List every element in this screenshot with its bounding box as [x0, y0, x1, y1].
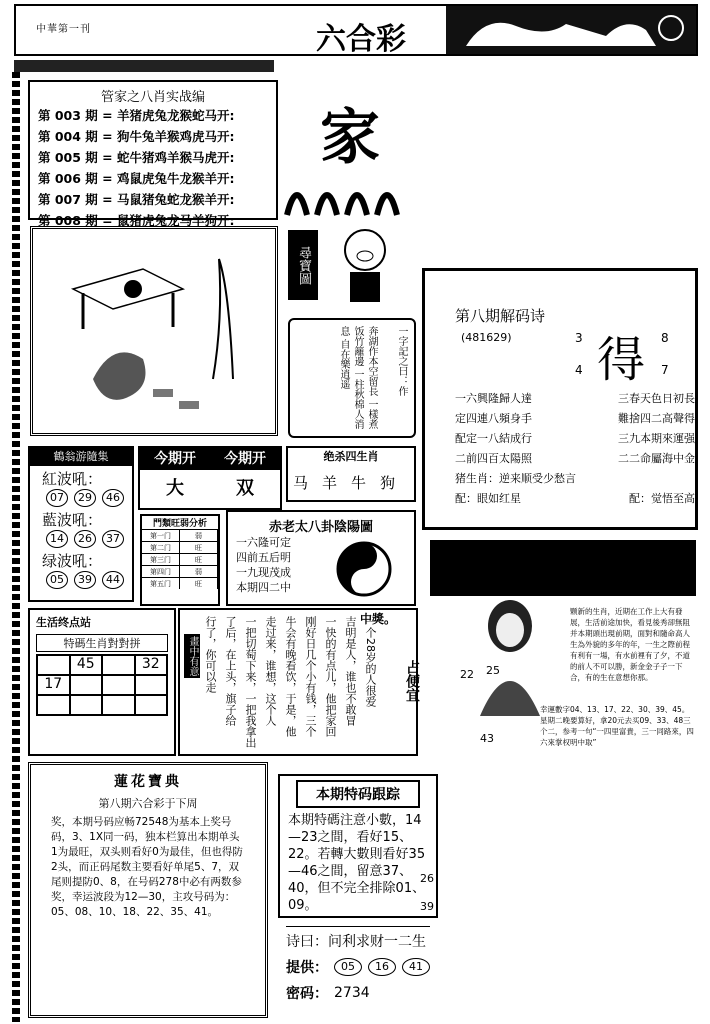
kill-four-zodiac-panel	[286, 446, 416, 502]
green-number: 39	[74, 571, 96, 589]
poem-title: 第八期解码诗	[455, 307, 546, 325]
door-analysis-table	[140, 514, 220, 606]
dial-number: 33	[338, 569, 350, 579]
history-row: 第 005 期 = 蛇牛猪鸡羊猴马虎开:	[38, 150, 235, 165]
life-sub: 特碼生肖對對拼	[36, 634, 168, 652]
history-title: 管家之八肖实战编	[100, 90, 205, 105]
poem-match-line: 配：眼如红星 配：觉悟至高	[455, 492, 695, 505]
grid-cell: 17	[37, 675, 70, 695]
bottom-panel	[278, 922, 438, 1018]
provide-number: 05	[334, 958, 362, 976]
story-column: 一把切萄下来，一把我拿出	[244, 616, 257, 748]
provide-number: 16	[368, 958, 396, 976]
grid-cell	[70, 675, 103, 695]
corner-number: 7	[661, 363, 669, 377]
picture-meaning-panel	[178, 608, 418, 756]
color-wave-head: 鶴翁游隨集	[30, 448, 132, 466]
bagua-line: 本期四二中	[236, 581, 291, 594]
scroll-title: 一字記之曰：作	[396, 326, 407, 396]
header	[14, 4, 698, 56]
bottom-poem: 诗曰：问利求财一二生	[286, 926, 430, 951]
dial-number: 40	[374, 569, 386, 579]
today-big: 大	[166, 478, 184, 499]
red-number: 46	[102, 489, 124, 507]
corner-number: 8	[661, 331, 669, 345]
story-column: 行了，你可以走	[204, 616, 217, 693]
code-label: 密码：	[286, 986, 328, 1002]
grid-cell	[37, 655, 70, 675]
tracking-number: 39	[420, 900, 434, 913]
grid-cell	[135, 695, 168, 715]
poem-line: 配定一八結成行 三九本期來運强	[455, 432, 695, 445]
green-number: 05	[46, 571, 68, 589]
big-title-char: 家	[320, 103, 380, 173]
decode-poem-panel	[422, 268, 698, 530]
grid-cell: 32	[135, 655, 168, 675]
lotus-treasure-panel	[28, 762, 268, 1018]
grid-cell	[102, 695, 135, 715]
treasure-map-label: 尋寶圖	[288, 230, 318, 300]
picture-meaning-tag: 畫中有意	[184, 634, 200, 678]
life-grid	[36, 654, 168, 716]
lucky-numbers: 幸運數字04、13、17、22、30、39、45。	[540, 705, 690, 714]
model-number: 25	[486, 664, 500, 677]
history-row: 第 007 期 = 马鼠猪兔蛇龙猴羊开:	[38, 192, 235, 207]
tracking-number: 26	[420, 872, 434, 885]
model-number: 43	[480, 732, 494, 745]
poem-line: 一六興隆歸人達 三春天色日初長	[455, 392, 695, 405]
decorative-leaf-row	[282, 170, 422, 220]
table-row: 第三门 旺	[142, 553, 218, 565]
story-column: 刚好日几个小有钱，三个	[304, 616, 317, 737]
table-row: 第一门 弱	[142, 529, 218, 541]
today-head: 今期开	[154, 451, 196, 467]
puzzle-drawing	[30, 226, 278, 436]
special-tracking-panel	[278, 774, 438, 918]
provide-number: 41	[402, 958, 430, 976]
code-value: 2734	[334, 985, 370, 1001]
poem-line: 定四連八頻身手 難捨四二高聲得	[455, 412, 695, 425]
today-head: 今期开	[224, 451, 266, 467]
tracking-body: 本期特碼注意小數，14—23之間，看好15、22。若轉大數則看好35—46之間，留意37、40，但不完全排除01、09。	[288, 813, 426, 913]
history-row: 第 004 期 = 狗牛兔羊猴鸡虎马开:	[38, 129, 235, 144]
header-decoration-image	[446, 6, 696, 54]
bagua-line: 一九现茂成	[236, 566, 291, 579]
yin-yang-icon	[324, 536, 404, 602]
red-number: 07	[46, 489, 68, 507]
header-left-text: 中華第一刊	[36, 24, 91, 35]
monkey-table-illustration	[33, 229, 275, 433]
grid-cell	[37, 695, 70, 715]
life-station-panel	[28, 608, 176, 756]
bagua-line: 四前五后明	[236, 551, 291, 564]
today-even: 双	[236, 478, 254, 499]
story-column: 吉明是人，谁也不敢冒	[344, 616, 357, 726]
story-column: 牛会有晚看饮，于是，他	[284, 616, 297, 737]
today-open-panel	[138, 446, 282, 510]
story-column: 走过来，谁想，这个人	[264, 616, 277, 726]
grid-cell	[70, 695, 103, 715]
win-text: 中獎。	[360, 612, 397, 626]
bargain-text: 占便宜	[404, 660, 420, 702]
blue-number: 14	[46, 530, 68, 548]
lotus-sub: 第八期六合彩于下周	[98, 797, 198, 810]
history-row: 第 006 期 = 鸡鼠虎兔牛龙猴羊开:	[38, 171, 235, 186]
four-head: 绝杀四生肖	[323, 450, 379, 463]
provide-label: 提供：	[286, 960, 328, 976]
poem-zodiac-line: 猪生肖：逆来顺受少愁言	[455, 472, 576, 485]
life-head: 生活终点站	[36, 616, 91, 629]
left-border-strip	[12, 72, 20, 1022]
door-head: 門類旺弱分析	[152, 519, 207, 529]
grid-cell	[102, 675, 135, 695]
pig-mascot-icon	[330, 222, 400, 312]
model-bottom-note: 星期二晚要算好，拿20元去买09、33、48三个二，参考一句“一四里富貴，三一同路來，四六來掌权明中取”	[540, 716, 694, 747]
model-bottom-text	[540, 704, 696, 748]
decorative-band	[430, 540, 696, 596]
story-column: 一个28岁的人很爱	[364, 616, 377, 707]
lotus-title: 蓮花寶典	[114, 774, 182, 790]
model-number: 22	[460, 668, 474, 681]
poem-big-char: 得	[597, 332, 646, 388]
horse-icon	[446, 6, 696, 54]
model-text: 颗新的生肖，近期在工作上大有發展，生活前途加快，看見後秀卻無阻并本期頭出現前期，面對和隨命高人生為外貌的多年的年，一生之際前程有利有一場，有水前裡有了夕，不道的前人不可以勝，新金金子子一下合，有的生在意想你那。	[570, 607, 690, 682]
poem-line: 二前四百太陽照 二二命屬海中金	[455, 452, 695, 465]
story-column: 了后，在上头，旗子给	[224, 616, 237, 726]
scroll-text: 奔湖作本空留長 一樣煮饭竹籬邊 一柱秋棉人消息 自在樂逍遥	[338, 326, 377, 430]
blue-number: 37	[102, 530, 124, 548]
table-row: 第四门 弱	[142, 565, 218, 577]
history-panel	[28, 80, 278, 228]
tracking-title: 本期特码跟踪	[296, 780, 420, 808]
grid-cell: 45	[70, 655, 103, 675]
model-portrait-image	[460, 596, 560, 716]
corner-number: 4	[575, 363, 583, 377]
blue-wave-label: 藍波吼：	[42, 511, 103, 529]
table-row: 第二门 旺	[142, 541, 218, 553]
green-wave-label: 绿波吼：	[42, 552, 103, 570]
story-column: 一快的有点儿，他把家回	[324, 616, 337, 737]
blue-number: 26	[74, 530, 96, 548]
page-title: 六合彩	[316, 22, 406, 57]
one-char-scroll	[288, 318, 416, 438]
lotus-body: 奖，本期号码应畅72548为基本上奖号码，3、1X同一码，独本栏算出本期单头1为最旺，双头则看好0为最佳，但也得防2头，而正码尾数主要看好单尾5、7，双尾则提防0、8，在号码278中必有两数参奖，幸运波段为12—30，主攻号码为：05、08、10、18、22、35、41。	[51, 816, 243, 918]
grid-cell	[102, 655, 135, 675]
color-wave-panel	[28, 446, 134, 602]
bagua-line: 一六隆可定	[236, 536, 291, 549]
red-wave-label: 紅波吼：	[42, 470, 103, 488]
history-row: 第 008 期 = 鼠猪虎兔龙马羊狗开:	[38, 213, 235, 228]
grid-cell	[135, 675, 168, 695]
history-row: 第 003 期 = 羊猪虎兔龙猴蛇马开:	[38, 108, 235, 123]
four-body: 马羊牛狗	[292, 474, 409, 492]
red-number: 29	[74, 489, 96, 507]
corner-number: 3	[575, 331, 583, 345]
poem-code: (481629)	[461, 331, 512, 344]
model-panel	[440, 596, 696, 766]
bagua-title: 赤老太八卦陰陽圖	[268, 520, 373, 535]
top-divider	[14, 60, 274, 72]
bagua-panel	[226, 510, 416, 606]
table-row: 第五门 旺	[142, 577, 218, 589]
green-number: 44	[102, 571, 124, 589]
